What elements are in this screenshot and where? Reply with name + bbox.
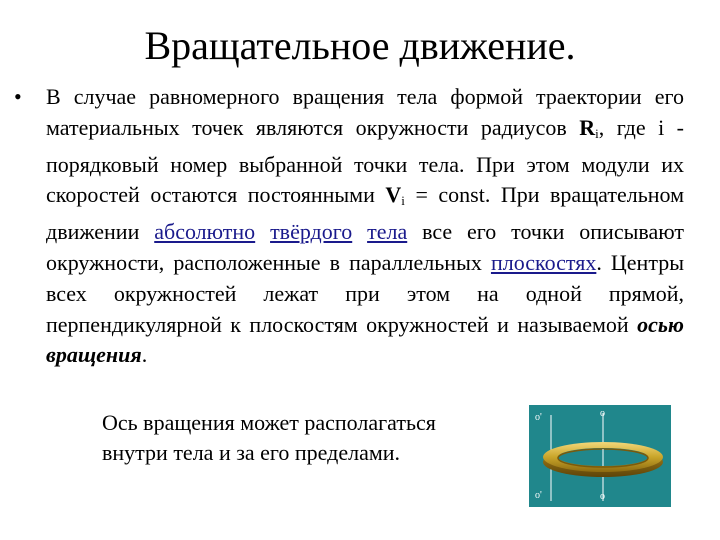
paragraph-part-2: , где i - порядковый номер выбранной точки тела. При этом модули их скоростей остаются постоянными	[46, 114, 684, 208]
paragraph-part-3: = const. При вращательном движении	[46, 182, 684, 245]
link-rigid[interactable]: твёрдого	[270, 219, 353, 245]
link-planes[interactable]: плоскостях	[490, 249, 597, 275]
paragraph-part-4: все его точки описывают окружности, расположенные в параллельных	[46, 219, 685, 275]
label-right-top: o	[600, 408, 605, 419]
paragraph-part-6: .	[141, 342, 148, 368]
radius-symbol: R	[579, 114, 596, 140]
velocity-symbol: V	[385, 182, 402, 208]
main-paragraph	[46, 82, 684, 371]
label-left-top: o'	[535, 412, 542, 423]
ring-axis-illustration	[529, 405, 671, 507]
note-text: Ось вращения может располагаться внутри тела и за его пределами.	[102, 410, 436, 465]
label-right-bottom: o	[600, 491, 605, 502]
paragraph-part-5: . Центры всех окружностей лежат при этом на одной прямой, перпендикулярной к плоскостям окружностей и называемой	[46, 249, 684, 337]
paragraph-part-1: В случае равномерного вращения тела формой траектории его материальных точек являются окружности радиусов	[46, 84, 684, 140]
slide-title: Вращательное движение.	[144, 23, 576, 68]
link-absolute[interactable]: абсолютно	[154, 219, 256, 245]
velocity-subscript: i	[401, 193, 405, 209]
rotation-axis-figure	[529, 405, 671, 507]
link-body[interactable]: тела	[367, 219, 408, 245]
label-left-bottom: o'	[535, 490, 542, 501]
radius-subscript: i	[595, 125, 599, 141]
bullet-marker: •	[14, 84, 22, 109]
axis-of-rotation-term: осью вращения	[46, 311, 684, 368]
